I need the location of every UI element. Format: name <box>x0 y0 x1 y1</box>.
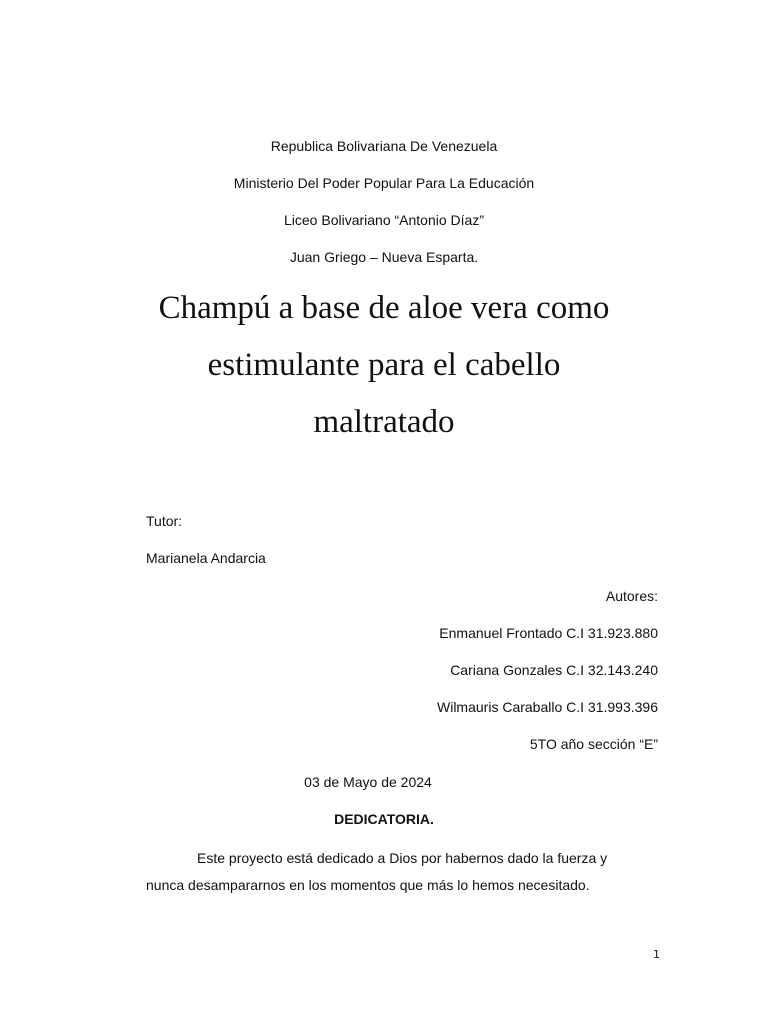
author-2: Cariana Gonzales C.I 32.143.240 <box>450 662 658 678</box>
header-school: Liceo Bolivariano “Antonio Díaz” <box>284 212 484 228</box>
tutor-label: Tutor: <box>146 513 183 529</box>
page-number: 1 <box>653 948 660 961</box>
tutor-name: Marianela Andarcia <box>146 550 266 566</box>
document-title <box>0 280 768 451</box>
authors-label: Autores: <box>605 588 658 604</box>
authors-section: 5TO año sección “E” <box>529 736 658 752</box>
title-line-3: maltratado <box>313 404 455 440</box>
header-republic: Republica Bolivariana De Venezuela <box>270 138 498 154</box>
document-date: 03 de Mayo de 2024 <box>304 774 432 790</box>
title-line-1: Champú a base de aloe vera como <box>158 290 610 326</box>
header-ministry: Ministerio Del Poder Popular Para La Educación <box>233 175 535 191</box>
dedication-line-1: Este proyecto está dedicado a Dios por habernos dado la fuerza y <box>197 850 608 866</box>
header-location: Juan Griego – Nueva Esparta. <box>289 249 479 265</box>
author-3: Wilmauris Caraballo C.I 31.993.396 <box>437 699 658 715</box>
dedication-heading: DEDICATORIA. <box>334 811 434 827</box>
title-line-2: estimulante para el cabello <box>207 347 561 383</box>
author-1: Enmanuel Frontado C.I 31.923.880 <box>439 625 658 641</box>
dedication-paragraph <box>146 845 666 899</box>
dedication-line-2: nunca desampararnos en los momentos que más lo hemos necesitado. <box>146 877 590 893</box>
